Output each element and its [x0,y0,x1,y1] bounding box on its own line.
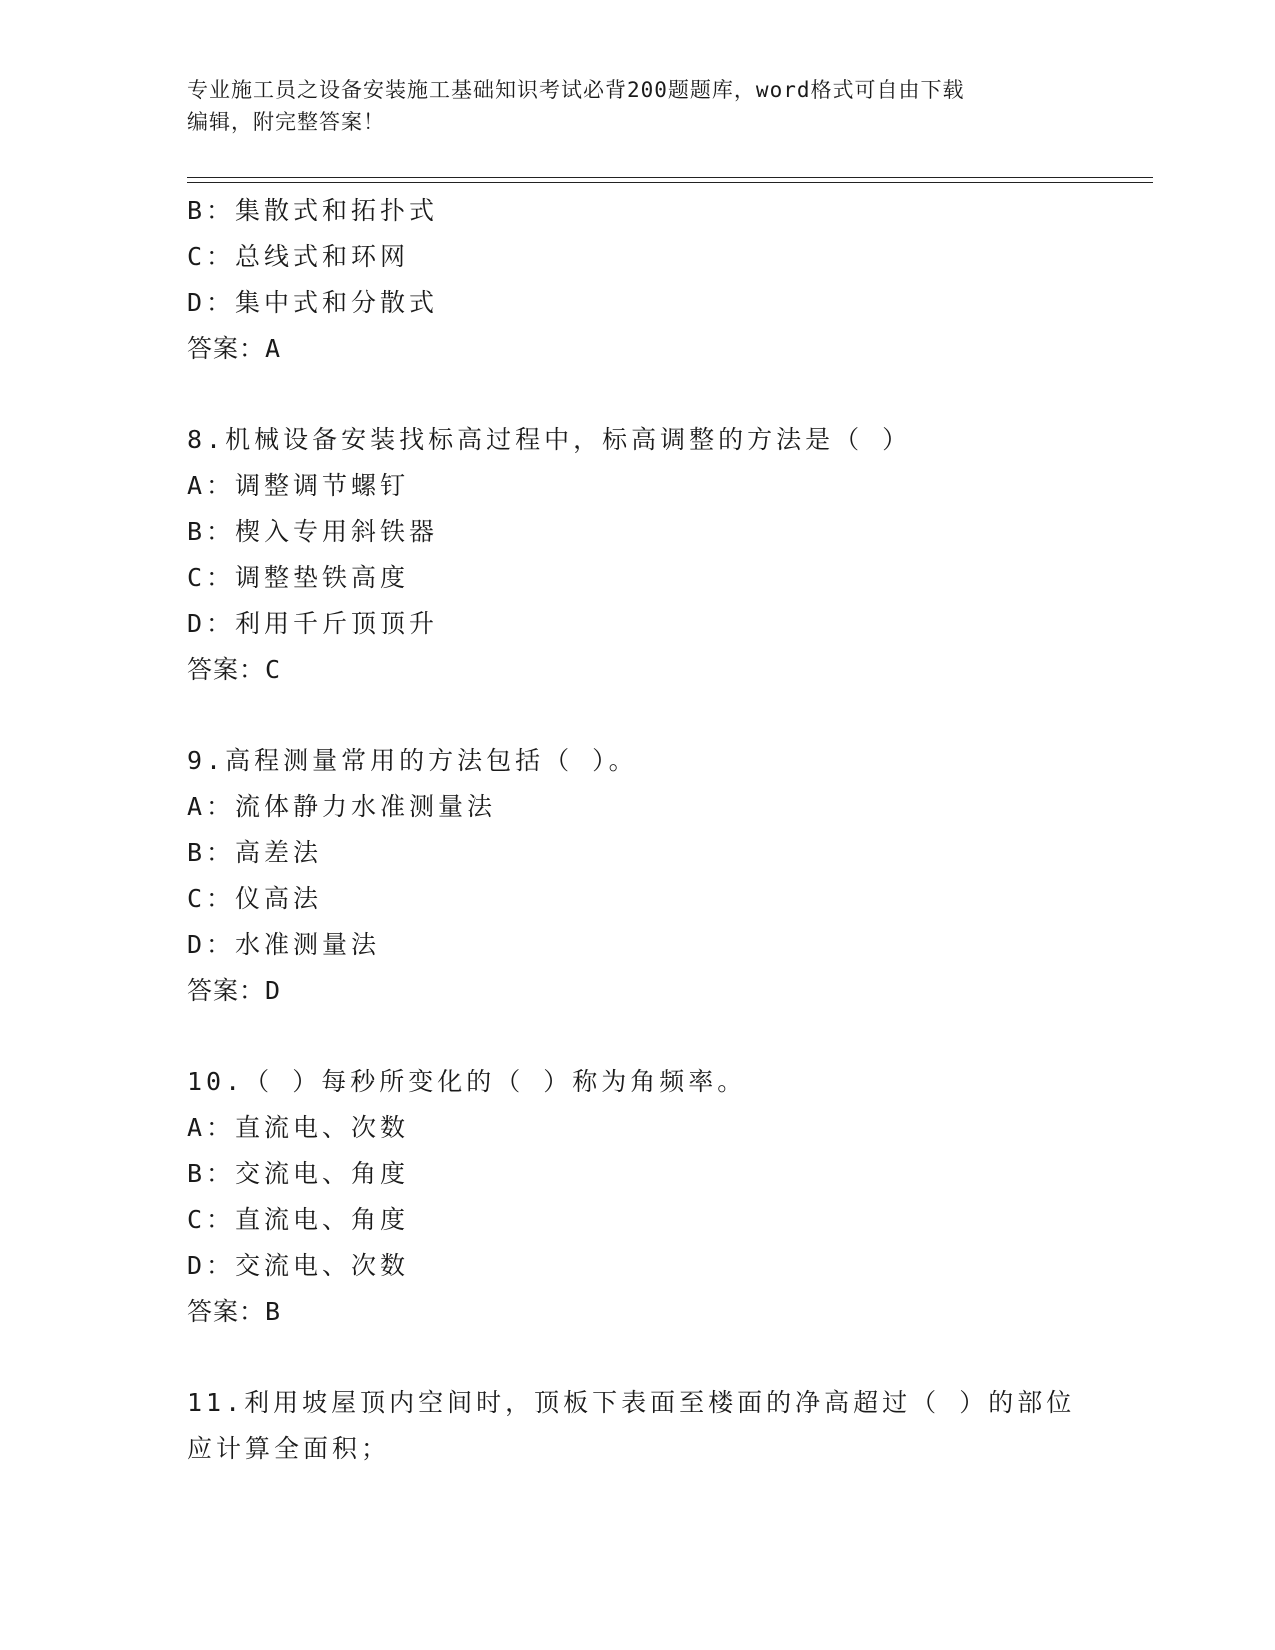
option-b: B：楔入专用斜铁器 [187,517,439,546]
option-c: C：仪高法 [187,884,323,913]
option-d: D：集中式和分散式 [187,288,439,317]
question-text: 10.（ ）每秒所变化的（ ）称为角频率。 [187,1067,747,1096]
answer: 答案：A [187,334,282,363]
header-divider-top [187,177,1153,178]
option-d: D：水准测量法 [187,930,381,959]
option-d: D：交流电、次数 [187,1251,410,1280]
question-text-line2: 应计算全面积； [187,1434,391,1463]
question-list [187,188,1087,1472]
option-b: B：集散式和拓扑式 [187,196,439,225]
option-c: C：直流电、角度 [187,1205,410,1234]
option-b: B：交流电、角度 [187,1159,410,1188]
option-a: A：调整调节螺钉 [187,471,410,500]
document-header [187,74,1067,138]
option-a: A：直流电、次数 [187,1113,410,1142]
option-a: A：流体静力水准测量法 [187,792,497,821]
answer: 答案：C [187,655,282,684]
header-title-line2: 编辑，附完整答案！ [187,110,385,134]
header-title-line1: 专业施工员之设备安装施工基础知识考试必背200题题库，word格式可自由下载 [187,78,965,102]
answer: 答案：D [187,976,282,1005]
question-block-10 [187,1059,1087,1335]
question-block-11 [187,1380,1087,1472]
question-block-7 [187,188,1087,372]
answer: 答案：B [187,1297,282,1326]
option-c: C：调整垫铁高度 [187,563,410,592]
option-b: B：高差法 [187,838,323,867]
question-text: 9.高程测量常用的方法包括（ ）。 [187,746,638,775]
question-text-line1: 11.利用坡屋顶内空间时，顶板下表面至楼面的净高超过（ ）的部位 [187,1388,1076,1417]
option-d: D：利用千斤顶顶升 [187,609,439,638]
question-block-9 [187,738,1087,1014]
question-text: 8.机械设备安装找标高过程中，标高调整的方法是（ ） [187,425,912,454]
option-c: C：总线式和环网 [187,242,410,271]
question-block-8 [187,417,1087,693]
header-divider-bottom [187,182,1153,183]
